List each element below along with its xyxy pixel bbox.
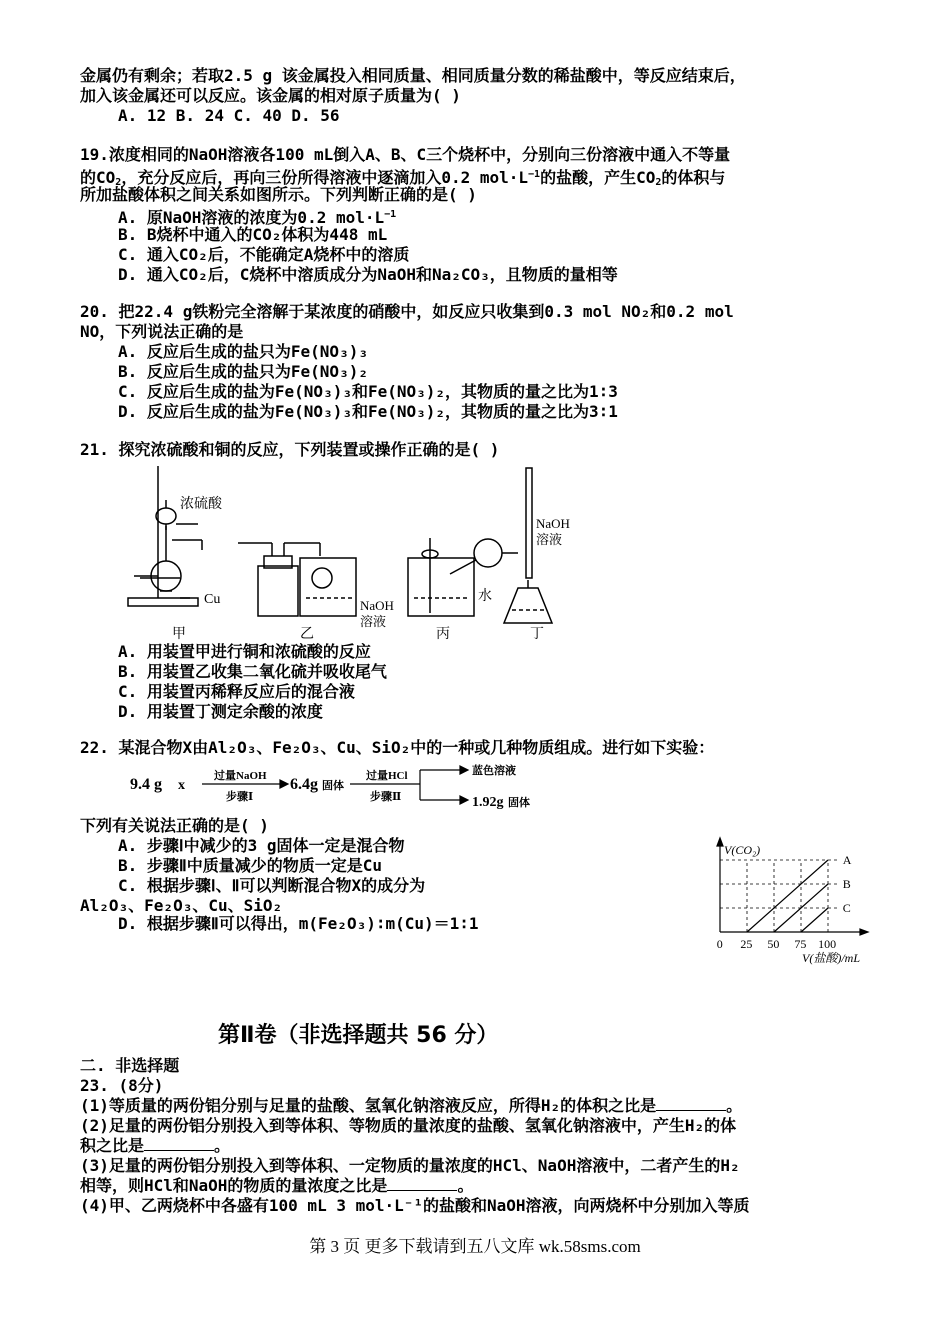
q20-option-b: B. 反应后生成的盐只为Fe(NO₃)₂ xyxy=(118,362,368,381)
flow-blue: 蓝色溶液 xyxy=(472,765,516,777)
flow-step2-top: 过量HCl xyxy=(366,770,408,782)
q23-line1: (1)等质量的两份铝分别与足量的盐酸、氢氧化钠溶液反应，所得H₂的体积之比是 。 xyxy=(80,1096,743,1115)
flow-x: x xyxy=(178,778,185,793)
q20-option-d: D. 反应后生成的盐为Fe(NO₃)₃和Fe(NO₃)₂，其物质的量之比为3∶1 xyxy=(118,402,618,421)
series-label-C: C xyxy=(842,901,851,915)
q23-line2: (2)足量的两份铝分别投入到等体积、等物质的量浓度的盐酸、氢氧化钠溶液中，产生H₂的体 xyxy=(80,1116,737,1135)
flow-step2-bottom: 步骤Ⅱ xyxy=(370,791,402,803)
q19-line3: 所加盐酸体积之间关系如图所示。下列判断正确的是( ) xyxy=(80,185,477,204)
q22-option-c: C. 根据步骤Ⅰ、Ⅱ可以判断混合物X的成分为 xyxy=(118,876,426,895)
q20-option-c: C. 反应后生成的盐为Fe(NO₃)₃和Fe(NO₃)₂，其物质的量之比为1∶3 xyxy=(118,382,618,401)
q20-line1: 20. 把22.4 g铁粉完全溶解于某浓度的硝酸中，如反应只收集到0.3 mol NO₂和0.2 mol xyxy=(80,302,734,321)
label-bing: 丙 xyxy=(436,627,450,642)
apparatus-diagram xyxy=(120,458,600,643)
q18-options: A. 12 B. 24 C. 40 D. 56 xyxy=(118,106,340,125)
q23-line5: 相等，则HCl和NaOH的物质的量浓度之比是 。 xyxy=(80,1176,474,1195)
page-footer: 第 3 页 更多下载请到五八文库 wk.58sms.com xyxy=(309,1237,641,1256)
label-naoh-2: NaOH xyxy=(536,516,570,531)
q23-line6: (4)甲、乙两烧杯中各盛有100 mL 3 mol·L⁻¹的盐酸和NaOH溶液，向两烧杯中分别加入等质 xyxy=(80,1196,750,1215)
q22-line2: 下列有关说法正确的是( ) xyxy=(80,816,269,835)
q23-header: 23. (8分) xyxy=(80,1076,164,1095)
part2-section: 二. 非选择题 xyxy=(80,1056,180,1075)
q22-option-c-cont: Al₂O₃、Fe₂O₃、Cu、SiO₂ xyxy=(80,896,283,915)
q19-line2: 的$CO_2$，充分反应后，再向三份所得溶液中逐滴加入0.2 $mol\cdot L^{-1}$的盐酸，产生$CO_2$的体积与 xyxy=(80,168,726,188)
part2-title: 第Ⅱ卷（非选择题共 56 分） xyxy=(218,1023,499,1048)
series-label-A: A xyxy=(842,853,852,867)
series-line-C xyxy=(801,908,828,932)
y-axis-label: V(CO₂) xyxy=(724,843,761,857)
series-label-B: B xyxy=(842,877,851,891)
q20-option-a: A. 反应后生成的盐只为Fe(NO₃)₃ xyxy=(118,342,368,361)
q20-line2: NO，下列说法正确的是 xyxy=(80,322,244,341)
x-tick-50: 50 xyxy=(767,937,780,951)
q22-option-a: A. 步骤Ⅰ中减少的3 g固体一定是混合物 xyxy=(118,836,405,855)
flow-start: 9.4 g xyxy=(130,776,162,793)
q21-option-a: A. 用装置甲进行铜和浓硫酸的反应 xyxy=(118,642,371,661)
flow-mid: 6.4g xyxy=(290,776,318,793)
q19-option-d: D. 通入CO₂后，C烧杯中溶质成分为NaOH和Na₂CO₃，且物质的量相等 xyxy=(118,265,618,284)
x-tick-75: 75 xyxy=(794,937,807,951)
q21-option-d: D. 用装置丁测定余酸的浓度 xyxy=(118,702,323,721)
q21-option-c: C. 用装置丙稀释反应后的混合液 xyxy=(118,682,355,701)
series-line-A xyxy=(747,860,828,932)
q19-option-a: A. 原NaOH溶液的浓度为0.2 $mol\cdot L^{-1}$ xyxy=(118,208,397,227)
x-tick-0: 0 xyxy=(716,937,723,951)
co2-volume-chart xyxy=(706,832,886,972)
label-naoh-2b: 溶液 xyxy=(536,532,563,547)
flow-step1-top: 过量NaOH xyxy=(214,770,267,782)
q22-line1: 22. 某混合物X由Al₂O₃、Fe₂O₃、Cu、SiO₂中的一种或几种物质组成。进行如下实验： xyxy=(80,738,715,757)
label-naoh-1b: 溶液 xyxy=(360,614,387,629)
x-tick-25: 25 xyxy=(740,937,753,951)
label-conc-acid: 浓硫酸 xyxy=(180,497,222,512)
q23-line4: (3)足量的两份铝分别投入到等体积、一定物质的量浓度的HCl、NaOH溶液中，二者产生的H₂ xyxy=(80,1156,740,1175)
q18-line2: 加入该金属还可以反应。该金属的相对原子质量为( ) xyxy=(80,86,461,105)
flow-mid-solid: 固体 xyxy=(322,780,344,792)
x-tick-100: 100 xyxy=(818,937,837,951)
q22-option-d: D. 根据步骤Ⅱ可以得出，m(Fe₂O₃)∶m(Cu)＝1∶1 xyxy=(118,914,479,933)
label-water: 水 xyxy=(478,589,492,604)
flow-step1-bottom: 步骤Ⅰ xyxy=(226,791,254,803)
label-yi: 乙 xyxy=(300,627,314,642)
label-cu: Cu xyxy=(204,592,221,607)
label-ding: 丁 xyxy=(530,627,544,642)
q19-option-c: C. 通入CO₂后，不能确定A烧杯中的溶质 xyxy=(118,245,410,264)
q21-option-b: B. 用装置乙收集二氧化硫并吸收尾气 xyxy=(118,662,387,681)
flow-end-solid: 固体 xyxy=(508,797,530,809)
x-axis-label: V(盐酸)/mL xyxy=(802,951,860,965)
flow-end: 1.92g xyxy=(472,795,504,810)
q22-option-b: B. 步骤Ⅱ中质量减少的物质一定是Cu xyxy=(118,856,383,875)
label-naoh-1: NaOH xyxy=(360,598,394,613)
q22-flowchart xyxy=(130,764,570,812)
q21-line1: 21. 探究浓硫酸和铜的反应，下列装置或操作正确的是( ) xyxy=(80,440,500,459)
label-jia: 甲 xyxy=(172,627,186,642)
q23-line3: 积之比是 。 xyxy=(80,1136,231,1155)
q19-line1: 19.浓度相同的NaOH溶液各100 mL倒入A、B、C三个烧杯中，分别向三份溶液中通入不等量 xyxy=(80,145,731,164)
q19-option-b: B. B烧杯中通入的CO₂体积为448 mL xyxy=(118,225,388,244)
q18-line1: 金属仍有剩余；若取2.5 g 该金属投入相同质量、相同质量分数的稀盐酸中，等反应结束后， xyxy=(80,66,746,85)
